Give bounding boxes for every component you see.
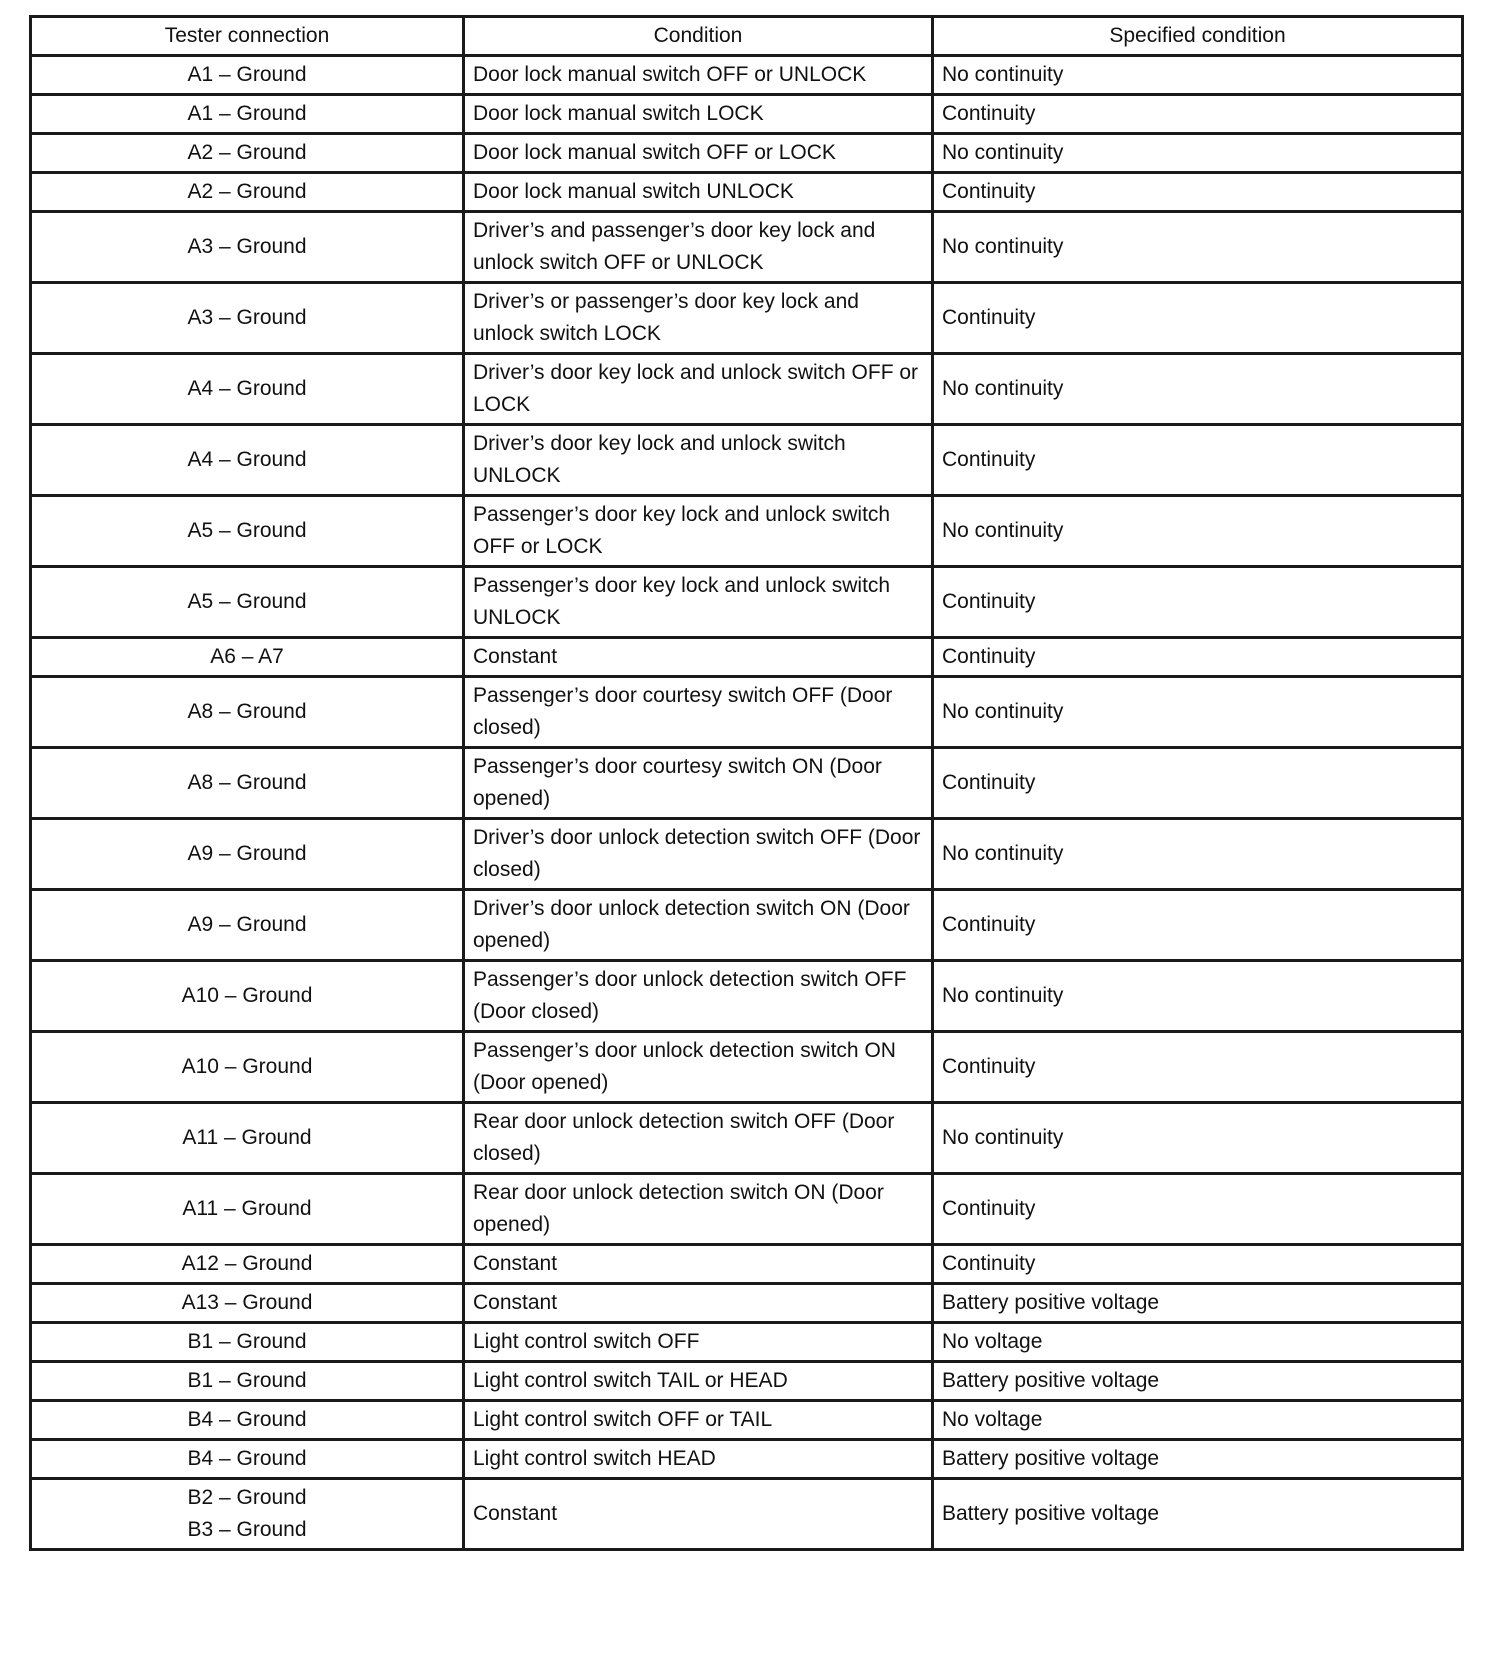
condition-cell: Constant [464,1245,933,1284]
table-row [31,134,1463,173]
table-row [31,1323,1463,1362]
condition-cell: Rear door unlock detection switch ON (Door opened) [464,1174,933,1245]
specified-cell: No continuity [933,677,1463,748]
tester-cell: A10 – Ground [31,1032,464,1103]
table-row [31,496,1463,567]
condition-cell: Door lock manual switch OFF or UNLOCK [464,56,933,95]
table-row [31,1284,1463,1323]
tester-cell: A3 – Ground [31,212,464,283]
condition-cell: Door lock manual switch OFF or LOCK [464,134,933,173]
tester-cell: B1 – Ground [31,1323,464,1362]
tester-cell: A2 – Ground [31,173,464,212]
table-row [31,354,1463,425]
table-row [31,425,1463,496]
specified-cell: Continuity [933,890,1463,961]
tester-cell: A3 – Ground [31,283,464,354]
tester-cell: A8 – Ground [31,677,464,748]
tester-line: B2 – Ground [187,1486,307,1509]
condition-cell: Constant [464,1479,933,1550]
tester-cell: A4 – Ground [31,425,464,496]
specified-cell: Continuity [933,1174,1463,1245]
specified-cell: No voltage [933,1323,1463,1362]
specified-cell: Battery positive voltage [933,1479,1463,1550]
specified-cell: No continuity [933,496,1463,567]
condition-cell: Light control switch TAIL or HEAD [464,1362,933,1401]
table-row [31,212,1463,283]
condition-cell: Constant [464,1284,933,1323]
tester-line: B3 – Ground [187,1518,307,1541]
tester-connection-table [29,15,1464,1551]
tester-cell: A10 – Ground [31,961,464,1032]
table-row [31,1103,1463,1174]
table-row [31,819,1463,890]
condition-cell: Passenger’s door key lock and unlock switch OFF or LOCK [464,496,933,567]
condition-cell: Door lock manual switch UNLOCK [464,173,933,212]
table-row [31,890,1463,961]
specified-cell: Continuity [933,638,1463,677]
table-row [31,1440,1463,1479]
tester-cell: A8 – Ground [31,748,464,819]
table-row [31,173,1463,212]
table-row [31,283,1463,354]
condition-cell: Passenger’s door courtesy switch OFF (Door closed) [464,677,933,748]
tester-cell: A6 – A7 [31,638,464,677]
condition-cell: Passenger’s door courtesy switch ON (Door opened) [464,748,933,819]
tester-cell: A13 – Ground [31,1284,464,1323]
table-row [31,56,1463,95]
table-row [31,677,1463,748]
condition-cell: Driver’s door unlock detection switch ON (Door opened) [464,890,933,961]
condition-cell: Passenger’s door key lock and unlock switch UNLOCK [464,567,933,638]
condition-cell: Driver’s or passenger’s door key lock and unlock switch LOCK [464,283,933,354]
tester-cell: A1 – Ground [31,95,464,134]
specified-cell: No continuity [933,1103,1463,1174]
tester-cell: A9 – Ground [31,890,464,961]
tester-cell: A11 – Ground [31,1103,464,1174]
specified-cell: No continuity [933,354,1463,425]
table-row [31,1479,1463,1550]
table-row [31,638,1463,677]
specified-cell: Battery positive voltage [933,1284,1463,1323]
specified-cell: Continuity [933,95,1463,134]
condition-cell: Light control switch HEAD [464,1440,933,1479]
specified-cell: No continuity [933,212,1463,283]
condition-cell: Light control switch OFF or TAIL [464,1401,933,1440]
condition-cell: Passenger’s door unlock detection switch ON (Door opened) [464,1032,933,1103]
tester-cell [31,1479,464,1550]
specified-cell: Continuity [933,1245,1463,1284]
table-row [31,1245,1463,1284]
tester-cell: A5 – Ground [31,496,464,567]
tester-cell: A11 – Ground [31,1174,464,1245]
tester-cell: A2 – Ground [31,134,464,173]
table-row [31,567,1463,638]
condition-cell: Driver’s and passenger’s door key lock and unlock switch OFF or UNLOCK [464,212,933,283]
table-row [31,1401,1463,1440]
condition-cell: Driver’s door key lock and unlock switch UNLOCK [464,425,933,496]
header-condition: Condition [464,17,933,56]
tester-cell: A12 – Ground [31,1245,464,1284]
condition-cell: Door lock manual switch LOCK [464,95,933,134]
header-tester-connection: Tester connection [31,17,464,56]
specified-cell: Battery positive voltage [933,1440,1463,1479]
table-row [31,95,1463,134]
specified-cell: No voltage [933,1401,1463,1440]
table-row [31,961,1463,1032]
specified-cell: No continuity [933,819,1463,890]
condition-cell: Light control switch OFF [464,1323,933,1362]
specified-cell: Continuity [933,425,1463,496]
tester-cell: A9 – Ground [31,819,464,890]
condition-cell: Rear door unlock detection switch OFF (Door closed) [464,1103,933,1174]
tester-cell: A4 – Ground [31,354,464,425]
specified-cell: Battery positive voltage [933,1362,1463,1401]
header-specified-condition: Specified condition [933,17,1463,56]
table-row [31,1362,1463,1401]
condition-cell: Constant [464,638,933,677]
tester-cell: A5 – Ground [31,567,464,638]
specified-cell: Continuity [933,1032,1463,1103]
condition-cell: Driver’s door key lock and unlock switch OFF or LOCK [464,354,933,425]
condition-cell: Passenger’s door unlock detection switch OFF (Door closed) [464,961,933,1032]
specified-cell: No continuity [933,56,1463,95]
tester-cell: B4 – Ground [31,1440,464,1479]
specified-cell: Continuity [933,283,1463,354]
condition-cell: Driver’s door unlock detection switch OFF (Door closed) [464,819,933,890]
tester-cell: B1 – Ground [31,1362,464,1401]
table-row [31,748,1463,819]
tester-cell: A1 – Ground [31,56,464,95]
specified-cell: Continuity [933,173,1463,212]
specified-cell: No continuity [933,961,1463,1032]
table-row [31,1032,1463,1103]
specified-cell: No continuity [933,134,1463,173]
header-row [31,17,1463,56]
specified-cell: Continuity [933,748,1463,819]
table-row [31,1174,1463,1245]
tester-cell: B4 – Ground [31,1401,464,1440]
specified-cell: Continuity [933,567,1463,638]
